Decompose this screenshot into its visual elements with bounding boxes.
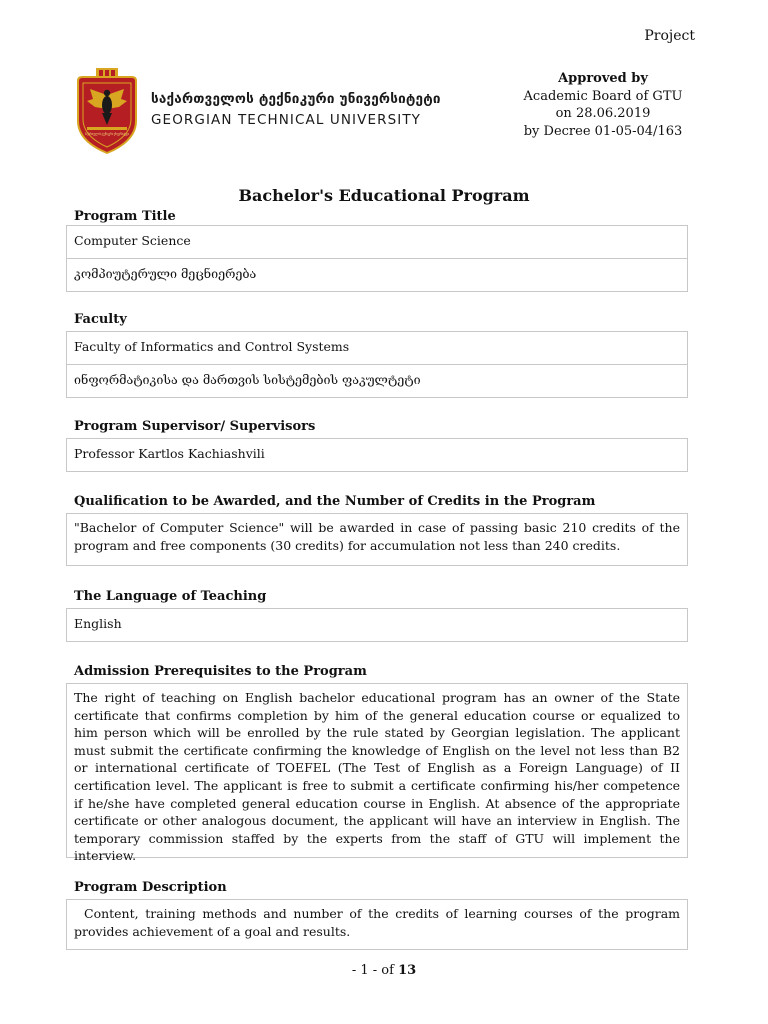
program-title-box (66, 225, 688, 292)
page-total: 13 (398, 963, 417, 978)
qualification-text: "Bachelor of Computer Science" will be awarded in case of passing basic 210 credits of the program and free components (30 credits) for accumulation not less than 240 credits. (74, 520, 680, 553)
university-name-georgian: საქართველოს ტექნიკური უნივერსიტეტი (151, 91, 441, 107)
program-title-heading: Program Title (74, 209, 176, 224)
admission-text: The right of teaching on English bachelor educational program has an owner of the State certificate that confirms completion by him of the general education course or equalized to him person which will be enrolled by the rule stated by Georgian legislation. The applicant must submit the certificate confirming the knowledge of English on the level not less than B2 or international certificate of TOEFEL (The Test of English as a Foreign Language) of II certification level. The applicant is free to submit a certificate confirming his/her competence if he/she have completed general education course in English. At absence of the appropriate certificate or other analogous document, the applicant will have an interview in English. The temporary commission staffed by the experts from the staff of GTU will implement the interview. (74, 690, 680, 864)
admission-box (66, 683, 688, 864)
document-title: Bachelor's Educational Program (238, 186, 530, 205)
approval-date: on 28.06.2019 (555, 106, 651, 121)
qualification-heading: Qualification to be Awarded, and the Number of Credits in the Program (74, 494, 596, 509)
faculty-georgian: ინფორმატიკისა და მართვის სისტემების ფაკულტეტი (74, 372, 421, 387)
description-text: Content, training methods and number of the credits of learning courses of the program provides achievement of a goal and results. (74, 906, 680, 939)
university-name-english: GEORGIAN TECHNICAL UNIVERSITY (151, 112, 422, 128)
program-title-english: Computer Science (67, 226, 687, 259)
gtu-crest-icon (72, 67, 142, 155)
crest-caption: საქართველოს ტექნიკური უნივერსიტეტი (85, 132, 130, 136)
approval-body: Academic Board of GTU (523, 88, 683, 104)
university-logo (72, 67, 441, 155)
description-box (66, 899, 688, 950)
supervisor-box (66, 438, 688, 472)
language-heading: The Language of Teaching (74, 589, 267, 604)
approval-block (500, 70, 706, 140)
supervisor-heading: Program Supervisor/ Supervisors (74, 419, 316, 434)
program-title-georgian: კომპიუტერული მეცნიერება (74, 266, 257, 281)
supervisor-name: Professor Kartlos Kachiashvili (74, 446, 265, 461)
faculty-english: Faculty of Informatics and Control Systems (67, 332, 687, 365)
faculty-heading: Faculty (74, 312, 127, 327)
description-heading: Program Description (74, 880, 227, 895)
approval-decree: by Decree 01-05-04/163 (523, 123, 683, 139)
page-footer (0, 963, 768, 978)
language-box (66, 608, 688, 642)
language-value: English (74, 616, 122, 631)
page-number: - 1 - (351, 963, 378, 978)
admission-heading: Admission Prerequisites to the Program (74, 664, 367, 679)
approval-title: Approved by (558, 71, 648, 86)
page-of-label: of (381, 963, 394, 978)
qualification-box (66, 513, 688, 566)
project-label: Project (644, 28, 695, 44)
faculty-box (66, 331, 688, 398)
